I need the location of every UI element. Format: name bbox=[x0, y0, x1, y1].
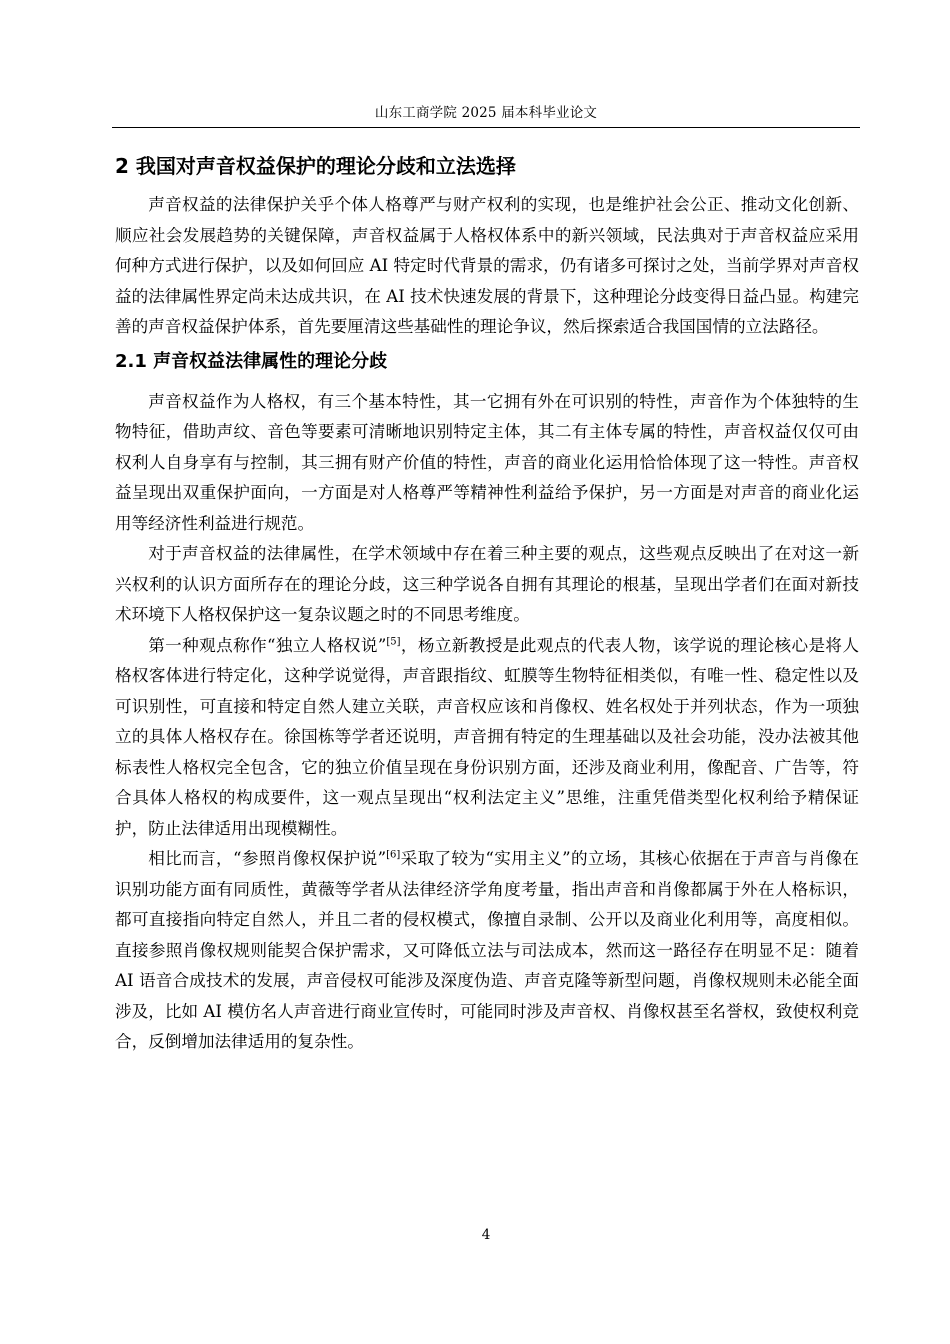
page-number: 4 bbox=[481, 1227, 491, 1243]
page-content bbox=[115, 148, 859, 1058]
section-paragraph-3 bbox=[115, 631, 859, 845]
section-paragraph-4 bbox=[115, 844, 859, 1058]
running-header: 山东工商学院 2025 届本科毕业论文 bbox=[374, 105, 598, 121]
citation-6: [6] bbox=[386, 849, 401, 861]
chapter-intro-paragraph: 声音权益的法律保护关乎个体人格尊严与财产权利的实现，也是维护社会公正、推动文化创新、顺应社会发展趋势的关键保障，声音权益属于人格权体系中的新兴领域，民法典对于声音权益应采用何种方式进行保护，以及如何回应 AI 特定时代背景的需求，仍有诸多可探讨之处，当前学界对声音权益的法律属性界定尚未达成共识，在 AI 技术快速发展的背景下，这种理论分歧变得日益凸显。构建完善的声音权益保护体系，首先要厘清这些基础性的理论争议，然后探索适合我国国情的立法路径。 bbox=[115, 195, 859, 336]
header-rule bbox=[112, 127, 860, 128]
section-paragraph-2: 对于声音权益的法律属性，在学术领域中存在着三种主要的观点，这些观点反映出了在对这一新兴权利的认识方面所存在的理论分歧，这三种学说各自拥有其理论的根基，呈现出学者们在面对新技术环境下人格权保护这一复杂议题之时的不同思考维度。 bbox=[115, 544, 859, 624]
citation-5: [5] bbox=[386, 635, 401, 647]
paragraph-3-lead: 第一种观点称作“独立人格权说” bbox=[148, 635, 387, 655]
paragraph-4-lead: 相比而言，“参照肖像权保护说” bbox=[148, 849, 387, 868]
chapter-heading: 2 我国对声音权益保护的理论分歧和立法选择 bbox=[115, 154, 516, 178]
section-paragraph-1: 声音权益作为人格权，有三个基本特性，其一它拥有外在可识别的特性，声音作为个体独特的生物特征，借助声纹、音色等要素可清晰地识别特定主体，其二有主体专属的特性，声音权益仅仅可由权利人自身享有与控制，其三拥有财产价值的特性，声音的商业化运用恰恰体现了这一特性。声音权益呈现出双重保护面向，一方面是对人格尊严等精神性利益给予保护，另一方面是对声音的商业化运用等经济性利益进行规范。 bbox=[115, 391, 859, 533]
paragraph-3-body: ，杨立新教授是此观点的代表人物，该学说的理论核心是将人格权客体进行特定化，这种学说觉得，声音跟指纹、虹膜等生物特征相类似，有唯一性、稳定性以及可识别性，可直接和特定自然人建立关联，声音权应该和肖像权、姓名权处于并列状态，作为一项独立的具体人格权存在。徐国栋等学者还说明，声音拥有特定的生理基础以及社会功能，没办法被其他标表性人格权完全包含，它的独立价值呈现在身份识别方面，还涉及商业利用，像配音、广告等，符合具体人格权的构成要件，这一观点呈现出“权利法定主义”思维，注重凭借类型化权利给予精保证护，防止法律适用出现模糊性。 bbox=[115, 635, 859, 838]
section-heading: 2.1 声音权益法律属性的理论分歧 bbox=[115, 350, 388, 372]
paragraph-4-body: 采取了较为“实用主义”的立场，其核心依据在于声音与肖像在识别功能方面有同质性，黄薇等学者从法律经济学角度考量，指出声音和肖像都属于外在人格标识，都可直接指向特定自然人，并且二者的侵权模式，像擅自录制、公开以及商业化利用等，高度相似。直接参照肖像权规则能契合保护需求，又可降低立法与司法成本，然而这一路径存在明显不足：随着 AI 语音合成技术的发展，声音侵权可能涉及深度伪造、声音克隆等新型问题，肖像权规则未必能全面涉及，比如 AI 模仿名人声音进行商业宣传时，可能同时涉及声音权、肖像权甚至名誉权，致使权利竞合，反倒增加法律适用的复杂性。 bbox=[115, 849, 860, 1051]
